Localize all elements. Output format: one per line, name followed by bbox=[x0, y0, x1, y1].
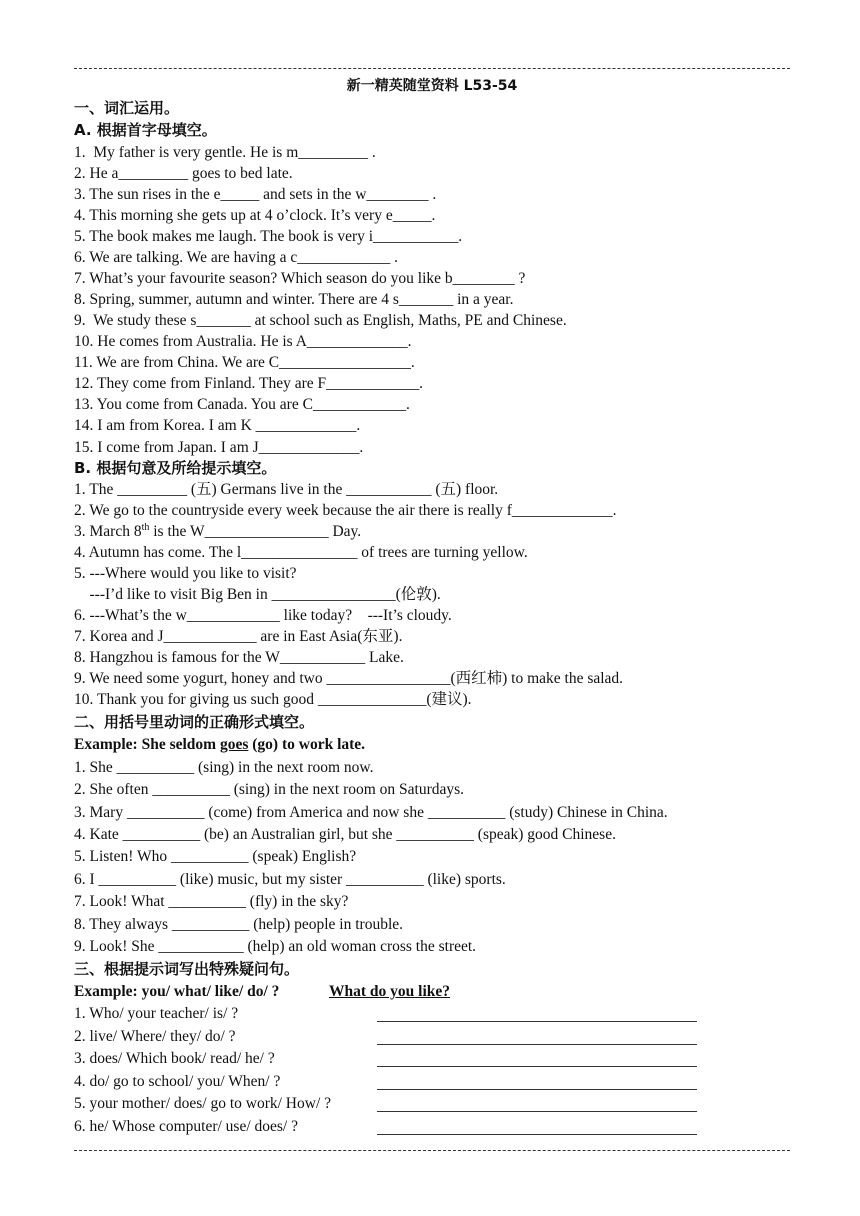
a-item-9: 9. We study these s_______ at school such as English, Maths, PE and Chinese. bbox=[74, 312, 567, 329]
p3-item-2: 2. live/ Where/ they/ do/ ? bbox=[74, 1028, 236, 1045]
a-item-15: 15. I come from Japan. I am J_____________. bbox=[74, 439, 364, 456]
b-item-3 bbox=[74, 523, 361, 541]
part2-example bbox=[74, 736, 365, 754]
p2-item-9: 9. Look! She ___________ (help) an old woman cross the street. bbox=[74, 938, 477, 955]
p2-item-7: 7. Look! What __________ (fly) in the sky? bbox=[74, 893, 349, 910]
p3-item-3: 3. does/ Which book/ read/ he/ ? bbox=[74, 1050, 275, 1067]
part3-example-answer: What do you like? bbox=[329, 983, 451, 1000]
a-item-7: 7. What’s your favourite season? Which season do you like b________ ? bbox=[74, 270, 526, 287]
a-item-13: 13. You come from Canada. You are C____________. bbox=[74, 396, 410, 413]
part1-heading: 一、词汇运用。 bbox=[74, 99, 180, 117]
a-item-3: 3. The sun rises in the e_____ and sets in the w________ . bbox=[74, 186, 437, 203]
a-item-11: 11. We are from China. We are C_________________. bbox=[74, 354, 415, 371]
p2-item-4: 4. Kate __________ (be) an Australian girl, but she __________ (speak) good Chinese. bbox=[74, 826, 616, 843]
a-item-4: 4. This morning she gets up at 4 o’clock. It’s very e_____. bbox=[74, 207, 436, 224]
part3-example-prompt: Example: you/ what/ like/ do/ ? bbox=[74, 983, 280, 1000]
p3-answer-line-4[interactable] bbox=[377, 1089, 697, 1090]
part1-b-heading: B. 根据句意及所给提示填空。 bbox=[74, 459, 277, 477]
page-title: 新一精英随堂资料 L53-54 bbox=[346, 78, 518, 94]
a-item-1: 1. My father is very gentle. He is m_________ . bbox=[74, 144, 376, 161]
b-item-10: 10. Thank you for giving us such good ______________(建议). bbox=[74, 691, 472, 708]
a-item-6: 6. We are talking. We are having a c____________ . bbox=[74, 249, 399, 266]
part2-example-pre: Example: She seldom bbox=[74, 736, 220, 753]
a-item-2: 2. He a_________ goes to bed late. bbox=[74, 165, 293, 182]
b-item-3-rest: is the W________________ Day. bbox=[149, 523, 362, 540]
a-item-12: 12. They come from Finland. They are F____________. bbox=[74, 375, 423, 392]
p3-answer-line-2[interactable] bbox=[377, 1044, 697, 1045]
a-item-5: 5. The book makes me laugh. The book is very i___________. bbox=[74, 228, 463, 245]
p2-item-6: 6. I __________ (like) music, but my sister __________ (like) sports. bbox=[74, 871, 506, 888]
p3-item-5: 5. your mother/ does/ go to work/ How/ ? bbox=[74, 1095, 332, 1112]
p2-item-3: 3. Mary __________ (come) from America and now she __________ (study) Chinese in China. bbox=[74, 804, 668, 821]
b-item-4: 4. Autumn has come. The l_______________ of trees are turning yellow. bbox=[74, 544, 528, 561]
b-item-3-sup: th bbox=[141, 521, 150, 533]
a-item-10: 10. He comes from Australia. He is A_____________. bbox=[74, 333, 412, 350]
b-item-1: 1. The _________ (五) Germans live in the ___________ (五) floor. bbox=[74, 481, 499, 498]
p3-item-4: 4. do/ go to school/ you/ When/ ? bbox=[74, 1073, 281, 1090]
p3-answer-line-3[interactable] bbox=[377, 1066, 697, 1067]
p2-item-8: 8. They always __________ (help) people in trouble. bbox=[74, 916, 404, 933]
b-item-5-answer: ---I’d like to visit Big Ben in ________________(伦敦). bbox=[74, 586, 441, 603]
bottom-dashed-rule bbox=[74, 1150, 790, 1151]
b-item-2: 2. We go to the countryside every week because the air there is really f_____________. bbox=[74, 502, 617, 519]
part3-heading: 三、根据提示词写出特殊疑问句。 bbox=[74, 960, 300, 978]
p2-item-5: 5. Listen! Who __________ (speak) English? bbox=[74, 848, 357, 865]
top-dashed-rule bbox=[74, 68, 790, 69]
part2-example-post: (go) to work late. bbox=[248, 736, 366, 753]
b-item-8: 8. Hangzhou is famous for the W___________ Lake. bbox=[74, 649, 404, 666]
part2-heading: 二、用括号里动词的正确形式填空。 bbox=[74, 713, 315, 731]
p3-answer-line-6[interactable] bbox=[377, 1134, 697, 1135]
part1-a-heading: A. 根据首字母填空。 bbox=[74, 121, 217, 139]
p3-item-6: 6. he/ Whose computer/ use/ does/ ? bbox=[74, 1118, 298, 1135]
p3-answer-line-1[interactable] bbox=[377, 1021, 697, 1022]
p3-answer-line-5[interactable] bbox=[377, 1111, 697, 1112]
p2-item-2: 2. She often __________ (sing) in the next room on Saturdays. bbox=[74, 781, 465, 798]
part2-example-answer: goes bbox=[219, 736, 249, 753]
b-item-3-start: 3. March 8 bbox=[74, 523, 142, 540]
b-item-6: 6. ---What’s the w____________ like today? ---It’s cloudy. bbox=[74, 607, 452, 624]
b-item-7: 7. Korea and J____________ are in East Asia(东亚). bbox=[74, 628, 403, 645]
b-item-9: 9. We need some yogurt, honey and two ________________(西红柿) to make the salad. bbox=[74, 670, 624, 687]
b-item-5: 5. ---Where would you like to visit? bbox=[74, 565, 297, 582]
p3-item-1: 1. Who/ your teacher/ is/ ? bbox=[74, 1005, 239, 1022]
p2-item-1: 1. She __________ (sing) in the next room now. bbox=[74, 759, 374, 776]
a-item-8: 8. Spring, summer, autumn and winter. There are 4 s_______ in a year. bbox=[74, 291, 514, 308]
a-item-14: 14. I am from Korea. I am K _____________. bbox=[74, 417, 361, 434]
